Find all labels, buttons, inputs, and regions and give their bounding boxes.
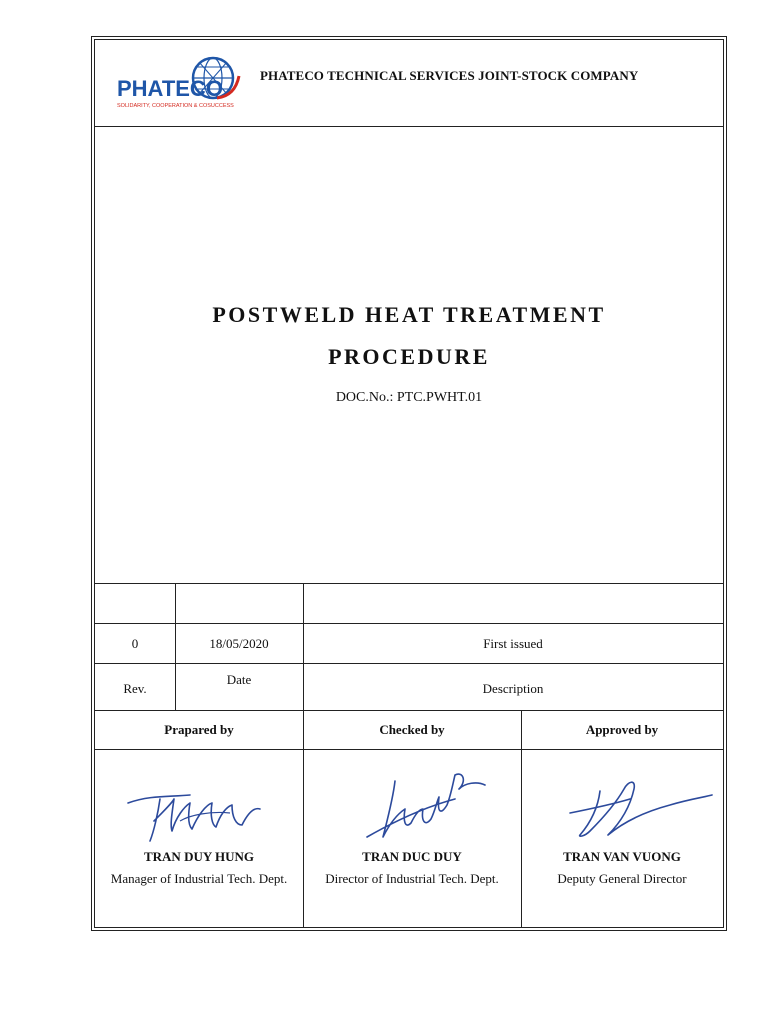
document-number: DOC.No.: PTC.PWHT.01 <box>335 390 483 405</box>
prepared-by-title: Manager of Industrial Tech. Dept. <box>110 871 288 886</box>
checked-by-name: TRAN DUC DUY <box>362 849 462 864</box>
checked-by-title: Director of Industrial Tech. Dept. <box>325 871 499 886</box>
rev-header: Rev. <box>123 681 147 696</box>
company-header <box>95 40 723 127</box>
document-title-line2: PROCEDURE <box>328 344 490 369</box>
date-header: Date <box>226 672 252 687</box>
approved-signature <box>550 751 720 851</box>
document-frame <box>91 36 727 931</box>
prepared-signature <box>120 751 280 851</box>
description-header: Description <box>482 681 544 696</box>
signature-block <box>95 710 723 927</box>
company-name: PHATECO TECHNICAL SERVICES JOINT-STOCK COMPANY <box>260 68 639 83</box>
phateco-logo <box>113 54 243 116</box>
logo-wordmark: PHATECO <box>117 76 223 101</box>
prepared-by-name: TRAN DUY HUNG <box>143 849 255 864</box>
approved-by-label: Approved by <box>585 722 659 737</box>
prepared-by-label: Prapared by <box>164 722 234 737</box>
revision-date-cell: 18/05/2020 <box>209 636 269 651</box>
revision-description-cell: First issued <box>483 636 543 651</box>
approved-by-name: TRAN VAN VUONG <box>563 849 681 864</box>
revision-row-0 <box>95 623 723 664</box>
checked-signature <box>355 751 495 851</box>
revision-header-row <box>95 663 723 710</box>
checked-by-label: Checked by <box>379 722 445 737</box>
document-inner-frame <box>94 39 724 928</box>
logo-tagline: SOLIDARITY, COOPERATION & COSUCCESS <box>117 103 234 109</box>
document-title-line1: POSTWELD HEAT TREATMENT <box>212 302 606 327</box>
approved-by-title: Deputy General Director <box>557 871 687 886</box>
revision-row-blank <box>95 583 723 624</box>
revision-rev-cell: 0 <box>131 636 139 651</box>
